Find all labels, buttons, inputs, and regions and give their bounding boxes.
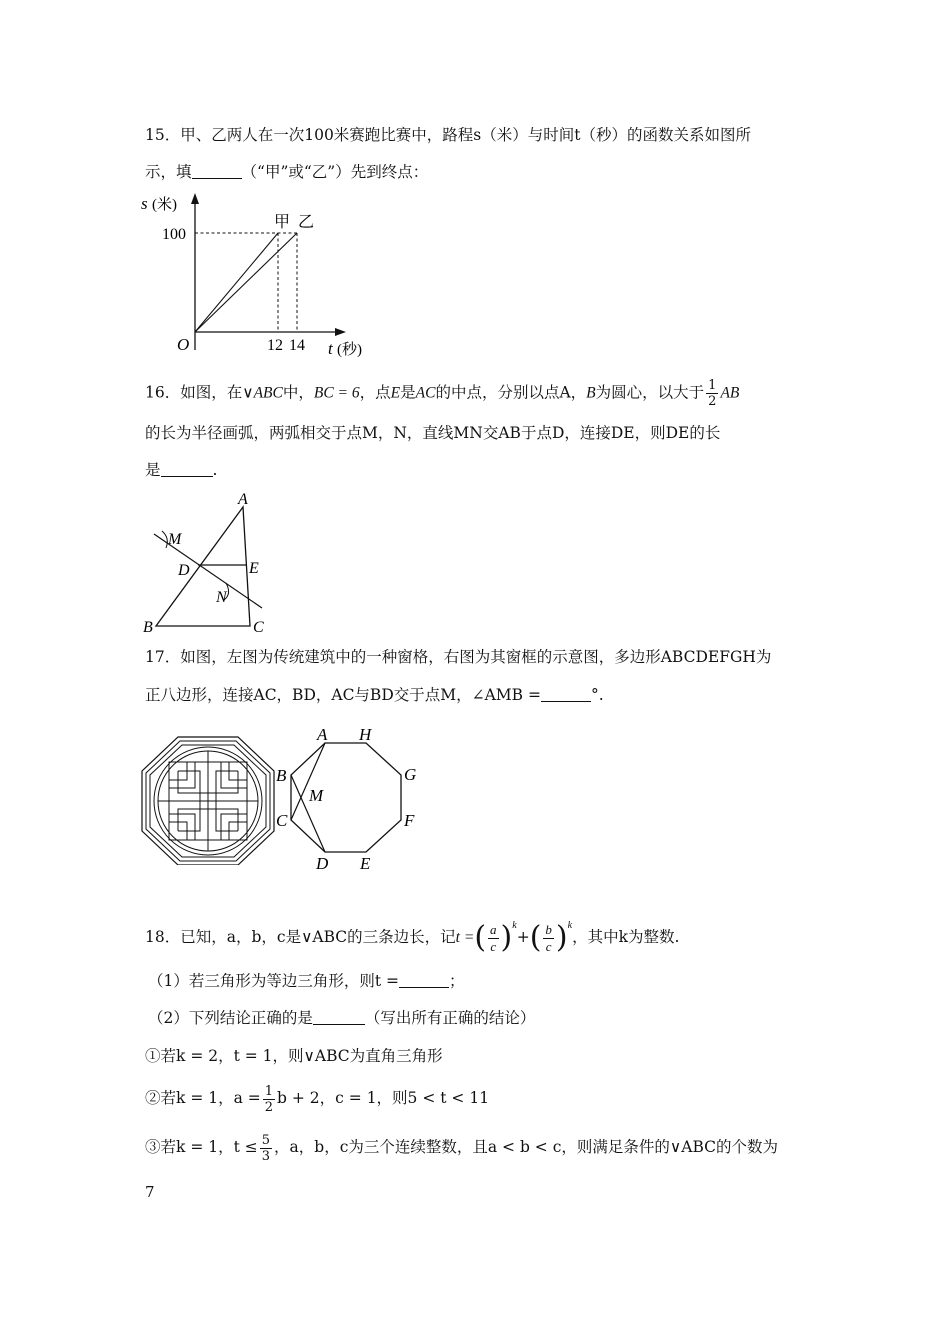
q15-line-1: 15．甲、乙两人在一次100米赛跑比赛中，路程s（米）与时间t（秒）的函数关系如图所 (145, 126, 751, 144)
oct-label-h: H (359, 725, 372, 744)
q16-b: B (586, 384, 596, 402)
q18-o3-den: 3 (261, 1148, 271, 1164)
q18-option-2-a: ②若k = 1，a = (145, 1089, 261, 1107)
line-yi (195, 233, 297, 332)
q18-paren-open-1: ( (474, 920, 487, 955)
label-yi: 乙 (298, 214, 315, 231)
q16-ac: AC (415, 384, 436, 402)
label-b: B (143, 619, 153, 636)
q18-option-2 (145, 1080, 489, 1116)
q18-option-3-b: ，a，b，c为三个连续整数，且a < b < c，则满足条件的∨ABC的个数为 (274, 1138, 778, 1156)
q18-paren-open-2: ( (529, 920, 542, 955)
q16-answer-blank[interactable] (161, 459, 213, 477)
q18-paren-close-1: ) (500, 920, 513, 955)
q18-part-2-blank[interactable] (313, 1007, 365, 1025)
x-axis-arrow (335, 328, 346, 336)
oct-label-f: F (404, 811, 415, 830)
label-c: C (253, 619, 264, 636)
q16-ab: AB (720, 384, 740, 402)
q18-option-2-b: b + 2，c = 1，则5 < t < 11 (277, 1089, 490, 1107)
oct-label-c: C (276, 811, 288, 830)
q16-frac-den: 2 (708, 394, 717, 409)
q16-text-a: 16．如图，在 (145, 383, 243, 402)
oct-label-m: M (309, 786, 324, 805)
q18-t-eq: t = (455, 929, 475, 946)
oct-label-d: D (316, 854, 329, 873)
q18-option-3-a: ③若k = 1，t ≤ (145, 1138, 258, 1156)
oct-label-e: E (360, 854, 371, 873)
q15-answer-blank[interactable] (192, 161, 242, 179)
q18-part-2-post: （写出所有正确的结论） (364, 1009, 536, 1027)
q16-frac-num: 1 (708, 378, 717, 393)
q16-line-3-pre: 是 (145, 461, 161, 479)
x-tick-12: 12 (267, 337, 283, 354)
q15-line-2-pre: 示，填 (145, 163, 192, 181)
label-n: N (216, 589, 227, 606)
window-lattice-figure (138, 735, 278, 865)
q16-line-3-post: . (212, 461, 218, 479)
diagonal-ac (291, 743, 325, 820)
q18-part-2-pre: （2）下列结论正确的是 (148, 1009, 313, 1027)
q16-figure (140, 488, 280, 638)
q18-frac-ac (488, 922, 499, 955)
q16-triangle: ∨ABC (242, 384, 283, 402)
q18-part-1 (148, 970, 465, 992)
q18-part-1-post: ； (449, 972, 465, 990)
q16-text-c: ，点 (359, 383, 391, 402)
y-axis-var: s (141, 194, 148, 213)
q17-answer-blank[interactable] (541, 684, 591, 702)
q18-part-1-pre: （1）若三角形为等边三角形，则t = (148, 972, 400, 990)
q16-e: E (390, 384, 401, 402)
octagon-figure (270, 720, 430, 880)
oct-label-a: A (317, 725, 328, 744)
x-tick-14: 14 (289, 337, 305, 354)
y-axis-unit: (米) (152, 197, 177, 213)
q18-option-3-frac (260, 1133, 272, 1164)
q18-line-1 (145, 908, 680, 955)
q18-exp-1: k (512, 920, 517, 931)
q15-line-2-post: （“甲”或“乙”）先到终点： (241, 163, 429, 181)
label-jia: 甲 (274, 214, 291, 231)
q18-o2-den: 2 (264, 1099, 274, 1115)
q18-option-2-frac (263, 1084, 275, 1115)
q16-text-b: 中， (282, 383, 314, 402)
q18-plus: + (516, 928, 530, 946)
q18-frac-bc (543, 922, 554, 955)
q18-part-1-blank[interactable] (399, 970, 449, 988)
y-axis-arrow (191, 193, 199, 204)
q18-exp-2: k (567, 920, 573, 931)
q15-graph (135, 190, 375, 360)
q17-line-2-pre: 正八边形，连接AC，BD，AC与BD交于点M，∠AMB = (145, 686, 541, 704)
q18-frac-c2: c (545, 938, 552, 954)
label-e: E (249, 560, 259, 577)
q17-line-1: 17．如图，左图为传统建筑中的一种窗格，右图为其窗框的示意图，多边形ABCDEFGH为 (145, 648, 772, 666)
q16-line-2: 的长为半径画弧，两弧相交于点M，N，直线MN交AB于点D，连接DE，则DE的长 (145, 424, 721, 442)
label-d: D (178, 562, 190, 579)
x-axis-var: t (328, 339, 333, 358)
label-a: A (238, 491, 248, 508)
q16-text-d: 是 (400, 383, 416, 402)
oct-label-g: G (404, 765, 417, 784)
q18-o2-num: 1 (264, 1083, 274, 1099)
y-tick-100: 100 (162, 226, 186, 243)
triangle-abc (156, 507, 250, 626)
page-number: 7 (145, 1183, 155, 1201)
q16-fraction (706, 378, 718, 409)
q18-frac-c1: c (490, 938, 497, 954)
line-jia (195, 233, 278, 332)
q18-o3-num: 5 (261, 1132, 271, 1148)
q18-frac-b: b (545, 921, 552, 937)
q18-text-a: 18．已知，a，b，c是∨ABC的三条边长，记 (145, 928, 456, 946)
q16-text-e: 的中点，分别以点A， (435, 383, 587, 402)
q16-line-1 (145, 378, 739, 409)
q18-option-3 (145, 1129, 778, 1165)
origin-label: O (177, 335, 190, 354)
q18-paren-close-2: ) (555, 920, 568, 955)
oct-label-b: B (276, 766, 287, 785)
q18-frac-a: a (490, 921, 497, 937)
q16-text-f: 为圆心，以大于 (595, 383, 705, 402)
q15-line-2 (145, 161, 428, 183)
q18-option-1: ①若k = 2，t = 1，则∨ABC为直角三角形 (145, 1047, 443, 1065)
octagon-abcdefgh (291, 743, 401, 852)
q17-line-2-post: °. (590, 686, 604, 704)
q18-text-b: ，其中k为整数. (572, 928, 680, 946)
x-axis-unit: (秒) (337, 342, 362, 358)
label-m: M (168, 531, 182, 548)
q16-bc: BC = 6 (313, 384, 360, 402)
q18-part-2 (148, 1007, 535, 1029)
q17-line-2 (145, 684, 604, 706)
q16-line-3 (145, 459, 217, 481)
